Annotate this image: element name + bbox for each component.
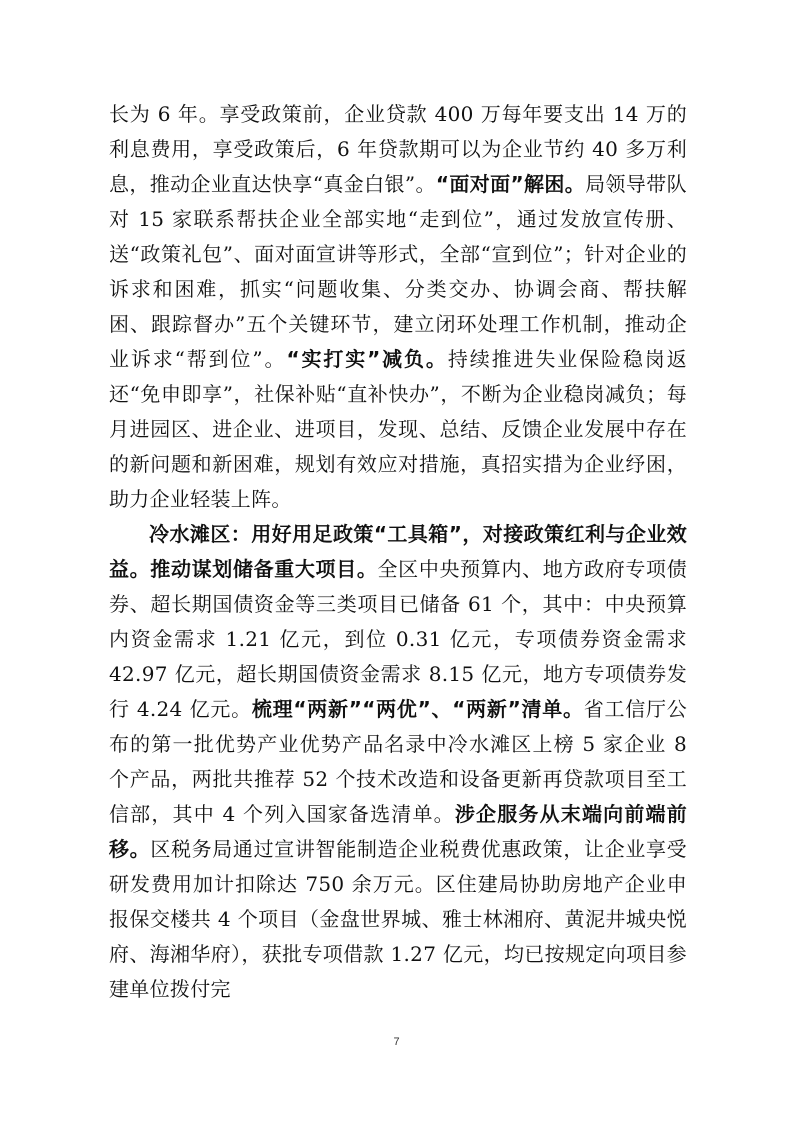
page-number: 7 [393, 1036, 400, 1048]
text-run: 局领导带队对 15 家联系帮扶企业全部实地“走到位”，通过发放宣传册、送“政策礼包”、面对面宣讲等形式，全部“宣到位”；针对企业的诉求和困难，抓实“问题收集、分类交办、协调会商、帮扶解困、跟踪督办”五个关键环节，建立闭环处理工作机制，推动企业诉求“帮到位”。 [109, 172, 687, 371]
bold-heading-face-to-face: “面对面”解困。 [435, 172, 586, 196]
bold-heading-toolbox: 用好用足政策“工具箱”，对接政策红利与企业效益。推动谋划储备重大项目。 [109, 522, 688, 581]
district-name: 冷水滩区： [149, 522, 252, 546]
text-run: 持续推进失业保险稳岗返还“免申即享”，社保补贴“直补快办”，不断为企业稳岗减负；每月进园区、进企业、进项目，发现、总结、反馈企业发展中存在的新问题和新困难，规划有效应对措施，真招实措为企业纾困，助力企业轻装上阵。 [109, 347, 687, 511]
paragraph-1 [109, 97, 687, 517]
bold-heading-practical: “实打实”减负。 [286, 347, 448, 371]
text-run: 区税务局通过宣讲智能制造企业税费优惠政策，让企业享受研发费用加计扣除达 750 余万元。区住建局协助房地产企业申报保交楼共 4 个项目（金盘世界城、雅士林湘府、黄泥井城央悦府、海湘华府），获批专项借款 1.27 亿元，均已按规定向项目参建单位拨付完 [109, 837, 687, 1001]
text-run: 省工信厅公布的第一批优势产业优势产品名录中冷水滩区上榜 5 家企业 8 个产品，两批共推荐 52 个技术改造和设备更新再贷款项目至工信部，其中 4 个列入国家备选清单。 [109, 697, 687, 826]
text-run: 长为 6 年。享受政策前，企业贷款 400 万每年要支出 14 万的利息费用，享受政策后，6 年贷款期可以为企业节约 40 多万利息，推动企业直达快享“真金白银”。 [109, 102, 687, 196]
bold-heading-lists: 梳理“两新”“两优”、“两新”清单。 [251, 697, 584, 721]
text-run: 全区中央预算内、地方政府专项债券、超长期国债资金等三类项目已储备 61 个，其中：中央预算内资金需求 1.21 亿元，到位 0.31 亿元，专项债券资金需求 42.97 亿元，超长期国债资金需求 8.15 亿元，地方专项债券发行 4.24 亿元。 [109, 557, 688, 721]
paragraph-2 [109, 517, 687, 1007]
bold-heading-service: 涉企服务从末端向前端前移。 [109, 802, 687, 861]
document-body [109, 97, 687, 1007]
